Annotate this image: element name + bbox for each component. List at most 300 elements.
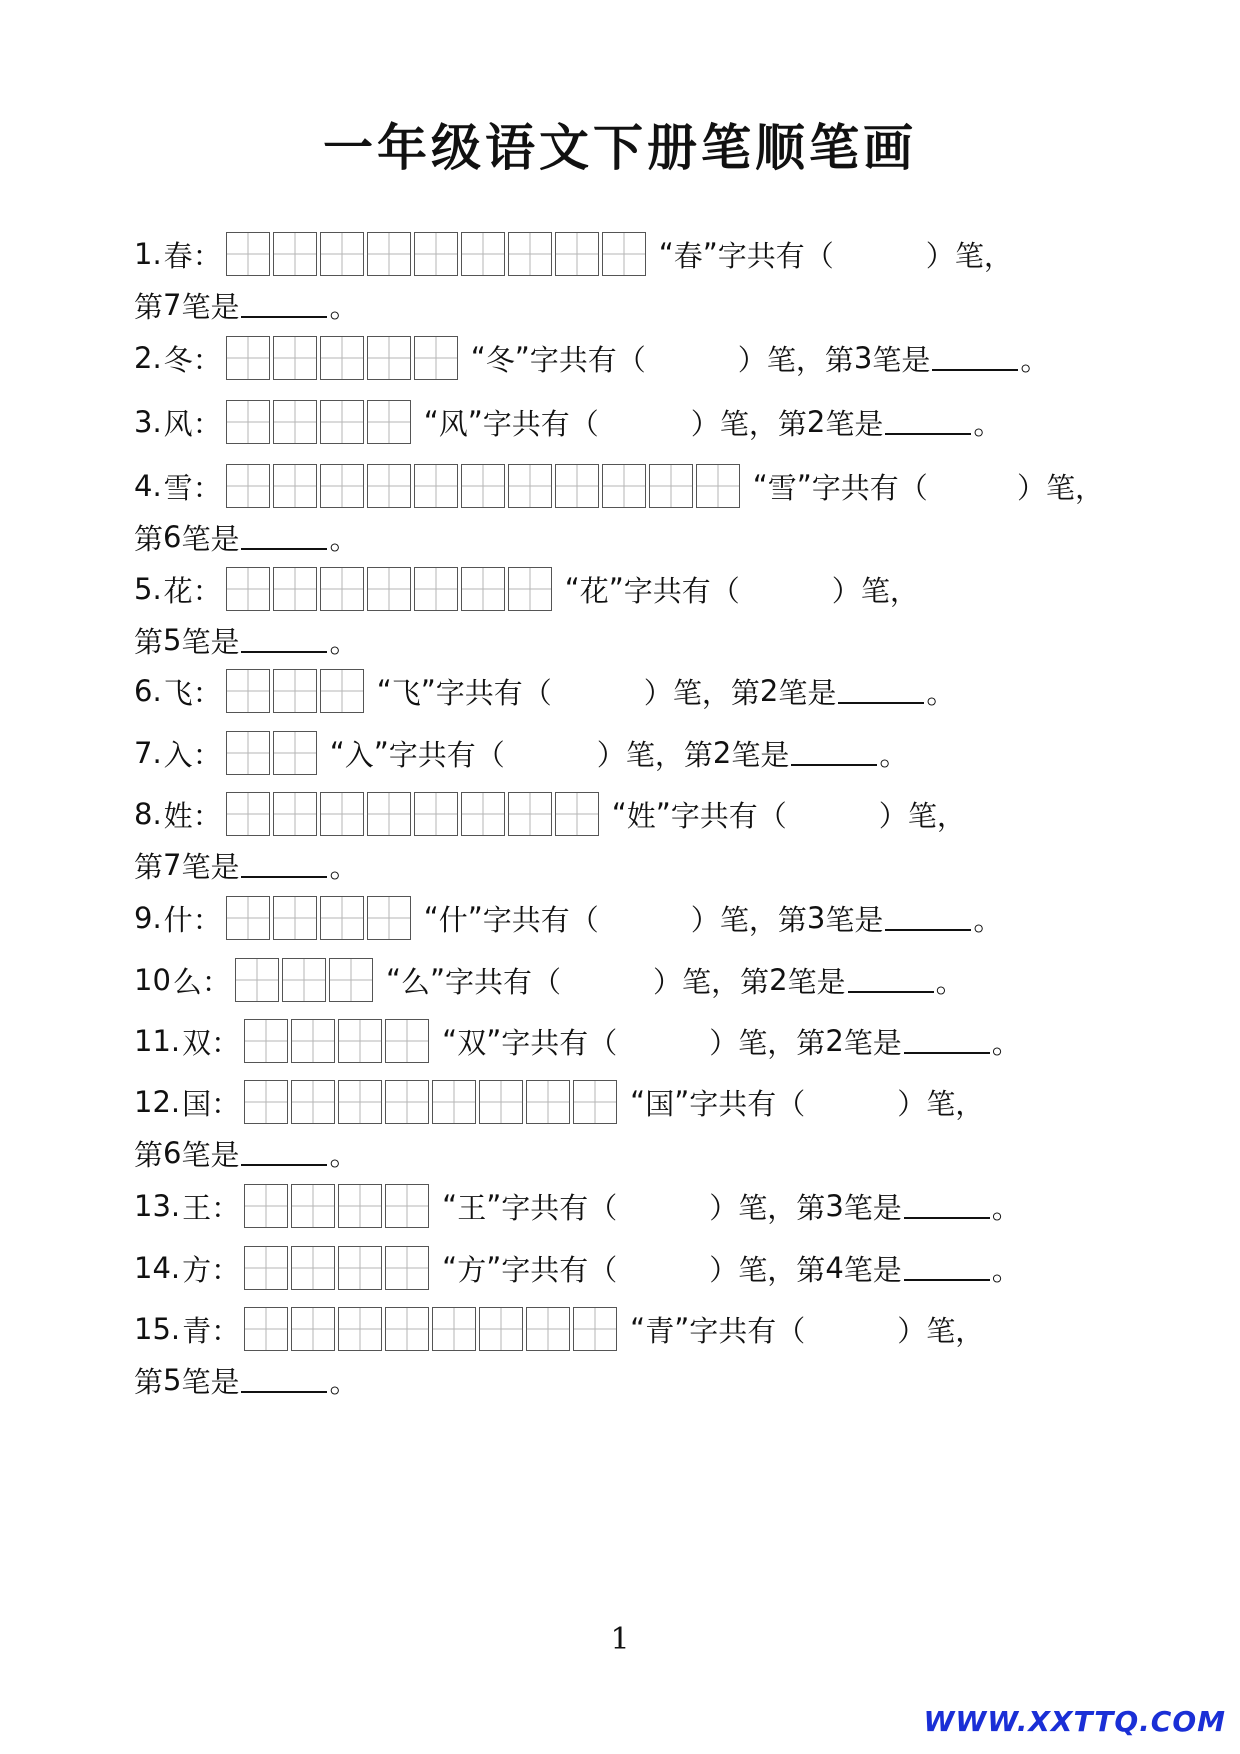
stroke-number: 2 (806, 405, 826, 439)
target-character: 国 (182, 1086, 212, 1121)
ordinal-prefix: 第 (683, 737, 713, 772)
stroke-count-prompt: 字共有（ (623, 573, 740, 608)
quoted-character: 王 (457, 1190, 487, 1225)
writing-cell[interactable] (226, 896, 270, 940)
ordinal-prefix: 第 (134, 289, 164, 324)
stroke-number: 6 (163, 1136, 182, 1170)
writing-cell[interactable] (555, 464, 599, 508)
writing-cell[interactable] (273, 232, 317, 276)
writing-cell[interactable] (226, 567, 270, 611)
stroke-name-blank[interactable] (904, 1255, 990, 1281)
question-item (134, 396, 1104, 448)
writing-cell[interactable] (555, 792, 599, 836)
comma: ， (748, 406, 778, 441)
period: 。 (329, 521, 359, 556)
comma: ， (936, 798, 966, 833)
writing-cell[interactable] (273, 896, 317, 940)
paren-close: ） (897, 1313, 927, 1348)
quote-open: “ (442, 1024, 458, 1058)
comma: ， (767, 1190, 797, 1225)
paren-close: ） (690, 406, 720, 441)
quoted-character: 雪 (767, 470, 797, 505)
stroke-name-blank[interactable] (241, 524, 327, 550)
stroke-number: 3 (825, 1189, 844, 1223)
period: 。 (1020, 342, 1050, 377)
stroke-number: 3 (853, 341, 873, 375)
question-line (134, 1180, 1104, 1232)
writing-cell[interactable] (244, 1246, 288, 1290)
paren-close: ） (709, 1252, 739, 1287)
quote-open: “ (752, 469, 768, 503)
writing-cell[interactable] (367, 464, 411, 508)
question-item (134, 788, 1104, 890)
writing-cell[interactable] (338, 1184, 382, 1228)
stroke-unit: 笔 (926, 1086, 956, 1121)
quote-close: ” (796, 469, 812, 503)
stroke-name-blank[interactable] (241, 1140, 327, 1166)
writing-cell[interactable] (226, 792, 270, 836)
question-line (134, 727, 1104, 779)
stroke-number: 2 (712, 736, 732, 770)
question-line-continued (134, 1128, 1104, 1178)
writing-cell[interactable] (273, 731, 317, 775)
writing-cell[interactable] (244, 1080, 288, 1124)
writing-cell[interactable] (291, 1246, 335, 1290)
stroke-name-blank[interactable] (241, 292, 327, 318)
colon: ： (192, 238, 222, 273)
writing-cell[interactable] (696, 464, 740, 508)
writing-cell[interactable] (291, 1019, 335, 1063)
quote-open: “ (470, 341, 486, 375)
question-number: 12. (134, 1085, 181, 1119)
stroke-count-prompt: 字共有（ (501, 1025, 618, 1060)
question-number: 5. (134, 572, 162, 606)
quoted-character: 什 (438, 902, 468, 937)
writing-cell[interactable] (291, 1307, 335, 1351)
writing-cell[interactable] (367, 896, 411, 940)
question-line (134, 460, 1104, 512)
colon: ： (211, 1086, 241, 1121)
target-character: 春 (163, 238, 193, 273)
stroke-name-blank[interactable] (848, 967, 934, 993)
question-item (134, 954, 1104, 1006)
writing-cell[interactable] (479, 1080, 523, 1124)
stroke-is-label: 笔是 (825, 406, 884, 441)
question-number: 11. (134, 1024, 181, 1058)
stroke-name-blank[interactable] (791, 740, 877, 766)
writing-cell[interactable] (273, 567, 317, 611)
ordinal-prefix: 第 (730, 675, 760, 710)
question-line (134, 1303, 1104, 1355)
target-character: 么 (172, 964, 202, 999)
stroke-name-blank[interactable] (885, 409, 971, 435)
stroke-number: 5 (163, 623, 182, 657)
writing-cell[interactable] (329, 958, 373, 1002)
writing-cell[interactable] (479, 1307, 523, 1351)
stroke-is-label: 笔是 (787, 964, 846, 999)
writing-cell[interactable] (432, 1080, 476, 1124)
paren-close: ） (1016, 470, 1046, 505)
colon: ： (192, 902, 222, 937)
colon: ： (192, 798, 222, 833)
question-item (134, 1303, 1104, 1405)
writing-cell[interactable] (573, 1080, 617, 1124)
stroke-count-prompt: 字共有（ (482, 406, 599, 441)
quote-open: “ (385, 963, 401, 997)
writing-cell[interactable] (235, 958, 279, 1002)
quoted-character: 方 (457, 1252, 487, 1287)
period: 。 (973, 902, 1003, 937)
period: 。 (329, 1137, 359, 1172)
stroke-count-prompt: 字共有（ (501, 1252, 618, 1287)
colon: ： (211, 1025, 241, 1060)
question-number: 4. (134, 469, 162, 503)
quote-open: “ (658, 237, 674, 271)
stroke-name-blank[interactable] (904, 1028, 990, 1054)
paren-close: ） (831, 573, 861, 608)
question-item (134, 460, 1104, 562)
stroke-is-label: 笔是 (825, 902, 884, 937)
paren-close: ） (925, 238, 955, 273)
ordinal-prefix: 第 (796, 1252, 826, 1287)
writing-cell[interactable] (508, 464, 552, 508)
question-number: 7. (134, 736, 162, 770)
writing-cell[interactable] (338, 1246, 382, 1290)
question-line (134, 228, 1104, 280)
stroke-name-blank[interactable] (838, 678, 924, 704)
tianzige-grid (226, 567, 555, 611)
period: 。 (935, 964, 965, 999)
stroke-unit: 笔 (926, 1313, 956, 1348)
ordinal-prefix: 第 (796, 1190, 826, 1225)
stroke-name-blank[interactable] (241, 627, 327, 653)
page-title: 一年级语文下册笔顺笔画 (323, 118, 917, 177)
colon: ： (211, 1313, 241, 1348)
writing-cell[interactable] (320, 792, 364, 836)
paren-close: ） (897, 1086, 927, 1121)
question-line (134, 788, 1104, 840)
writing-cell[interactable] (508, 567, 552, 611)
question-line-continued (134, 1355, 1104, 1405)
quote-open: “ (423, 405, 439, 439)
comma: ， (654, 737, 684, 772)
stroke-number: 4 (825, 1251, 844, 1285)
stroke-is-label: 笔是 (181, 521, 240, 556)
question-item (134, 1015, 1104, 1067)
writing-cell[interactable] (385, 1246, 429, 1290)
quote-open: “ (611, 797, 627, 831)
writing-cell[interactable] (282, 958, 326, 1002)
quoted-character: 双 (457, 1025, 487, 1060)
target-character: 青 (182, 1313, 212, 1348)
stroke-is-label: 笔是 (181, 849, 240, 884)
paren-close: ） (878, 798, 908, 833)
quote-open: “ (564, 572, 580, 606)
target-character: 姓 (163, 798, 193, 833)
writing-cell[interactable] (320, 896, 364, 940)
stroke-number: 6 (163, 520, 182, 554)
writing-cell[interactable] (244, 1184, 288, 1228)
site-watermark: WWW.XXTTQ.COM (923, 1705, 1226, 1738)
writing-cell[interactable] (320, 464, 364, 508)
writing-cell[interactable] (244, 1307, 288, 1351)
writing-cell[interactable] (385, 1080, 429, 1124)
stroke-number: 2 (825, 1024, 844, 1058)
question-item (134, 727, 1104, 779)
ordinal-prefix: 第 (134, 849, 164, 884)
writing-cell[interactable] (414, 336, 458, 380)
writing-cell[interactable] (508, 792, 552, 836)
comma: ， (767, 1252, 797, 1287)
writing-cell[interactable] (602, 464, 646, 508)
quote-close: ” (674, 1085, 690, 1119)
writing-cell[interactable] (461, 567, 505, 611)
quote-close: ” (467, 901, 483, 935)
page-number: 1 (610, 1622, 630, 1657)
stroke-count-prompt: 字共有（ (501, 1190, 618, 1225)
stroke-name-blank[interactable] (241, 1367, 327, 1393)
comma: ， (1074, 470, 1104, 505)
stroke-count-prompt: 字共有（ (435, 675, 552, 710)
writing-cell[interactable] (226, 464, 270, 508)
writing-cell[interactable] (226, 336, 270, 380)
quoted-character: 风 (438, 406, 468, 441)
writing-cell[interactable] (461, 232, 505, 276)
comma: ， (795, 342, 825, 377)
quote-close: ” (655, 797, 671, 831)
writing-cell[interactable] (338, 1080, 382, 1124)
writing-cell[interactable] (649, 464, 693, 508)
quote-close: ” (486, 1251, 502, 1285)
ordinal-prefix: 第 (824, 342, 854, 377)
quoted-character: 花 (579, 573, 609, 608)
question-number: 1. (134, 237, 162, 271)
stroke-is-label: 笔是 (843, 1252, 902, 1287)
question-line (134, 892, 1104, 944)
question-line (134, 563, 1104, 615)
comma: ， (701, 675, 731, 710)
quote-open: “ (630, 1312, 646, 1346)
colon: ： (192, 675, 222, 710)
question-item (134, 563, 1104, 665)
writing-cell[interactable] (320, 232, 364, 276)
writing-cell[interactable] (273, 464, 317, 508)
stroke-unit: 笔 (738, 1252, 768, 1287)
quoted-character: 姓 (626, 798, 656, 833)
comma: ， (889, 573, 919, 608)
writing-cell[interactable] (273, 336, 317, 380)
stroke-name-blank[interactable] (932, 345, 1018, 371)
question-number: 9. (134, 901, 162, 935)
stroke-unit: 笔 (719, 902, 749, 937)
period: 。 (329, 849, 359, 884)
question-item (134, 1076, 1104, 1178)
stroke-count-prompt: 字共有（ (445, 964, 562, 999)
writing-cell[interactable] (226, 669, 270, 713)
period: 。 (926, 675, 956, 710)
question-line (134, 954, 1104, 1006)
writing-cell[interactable] (291, 1184, 335, 1228)
writing-cell[interactable] (526, 1080, 570, 1124)
ordinal-prefix: 第 (777, 902, 807, 937)
quote-close: ” (486, 1189, 502, 1223)
writing-cell[interactable] (244, 1019, 288, 1063)
quoted-character: 春 (673, 238, 703, 273)
writing-cell[interactable] (273, 669, 317, 713)
stroke-is-label: 笔是 (778, 675, 837, 710)
stroke-unit: 笔 (738, 1190, 768, 1225)
writing-cell[interactable] (367, 567, 411, 611)
stroke-count-prompt: 字共有（ (529, 342, 646, 377)
stroke-number: 2 (769, 963, 788, 997)
writing-cell[interactable] (573, 1307, 617, 1351)
tianzige-grid (226, 400, 414, 444)
tianzige-grid (226, 731, 320, 775)
stroke-name-blank[interactable] (885, 905, 971, 931)
tianzige-grid (235, 958, 376, 1002)
comma: ， (983, 238, 1013, 273)
writing-cell[interactable] (226, 400, 270, 444)
question-number: 10 (134, 963, 171, 997)
question-item (134, 665, 1104, 717)
target-character: 双 (182, 1025, 212, 1060)
writing-cell[interactable] (555, 232, 599, 276)
colon: ： (192, 737, 222, 772)
question-number: 6. (134, 674, 162, 708)
target-character: 什 (163, 902, 193, 937)
comma: ， (955, 1313, 985, 1348)
colon: ： (192, 342, 222, 377)
ordinal-prefix: 第 (134, 624, 164, 659)
tianzige-grid (226, 336, 461, 380)
writing-cell[interactable] (414, 567, 458, 611)
writing-cell[interactable] (367, 232, 411, 276)
writing-cell[interactable] (367, 400, 411, 444)
ordinal-prefix: 第 (740, 964, 770, 999)
stroke-name-blank[interactable] (241, 852, 327, 878)
writing-cell[interactable] (320, 567, 364, 611)
question-line (134, 332, 1104, 384)
writing-cell[interactable] (414, 232, 458, 276)
quote-open: “ (442, 1189, 458, 1223)
stroke-count-prompt: 字共有（ (689, 1313, 806, 1348)
question-line-continued (134, 280, 1104, 330)
target-character: 王 (182, 1190, 212, 1225)
target-character: 冬 (163, 342, 193, 377)
writing-cell[interactable] (291, 1080, 335, 1124)
colon: ： (192, 573, 222, 608)
question-line-continued (134, 840, 1104, 890)
question-line (134, 665, 1104, 717)
writing-cell[interactable] (508, 232, 552, 276)
question-item (134, 892, 1104, 944)
question-line-continued (134, 615, 1104, 665)
target-character: 雪 (163, 470, 193, 505)
quoted-character: 飞 (391, 675, 421, 710)
paren-close: ） (709, 1190, 739, 1225)
writing-cell[interactable] (273, 792, 317, 836)
comma: ， (748, 902, 778, 937)
period: 。 (991, 1252, 1021, 1287)
writing-cell[interactable] (432, 1307, 476, 1351)
question-number: 15. (134, 1312, 181, 1346)
stroke-is-label: 笔是 (843, 1190, 902, 1225)
tianzige-grid (244, 1019, 432, 1063)
paren-close: ） (653, 964, 683, 999)
stroke-count-prompt: 字共有（ (670, 798, 787, 833)
stroke-is-label: 笔是 (872, 342, 931, 377)
question-item (134, 1242, 1104, 1294)
writing-cell[interactable] (226, 731, 270, 775)
writing-cell[interactable] (461, 792, 505, 836)
ordinal-prefix: 第 (134, 1364, 164, 1399)
colon: ： (211, 1190, 241, 1225)
writing-cell[interactable] (338, 1019, 382, 1063)
quote-close: ” (373, 736, 389, 770)
question-number: 13. (134, 1189, 181, 1223)
period: 。 (991, 1190, 1021, 1225)
tianzige-grid (244, 1184, 432, 1228)
question-line (134, 1015, 1104, 1067)
tianzige-grid (226, 896, 414, 940)
writing-cell[interactable] (367, 336, 411, 380)
writing-cell[interactable] (320, 400, 364, 444)
writing-cell[interactable] (414, 464, 458, 508)
paren-close: ） (709, 1025, 739, 1060)
writing-cell[interactable] (461, 464, 505, 508)
ordinal-prefix: 第 (134, 1137, 164, 1172)
writing-cell[interactable] (320, 336, 364, 380)
writing-cell[interactable] (320, 669, 364, 713)
paren-close: ） (690, 902, 720, 937)
tianzige-grid (226, 669, 367, 713)
stroke-is-label: 笔是 (181, 1364, 240, 1399)
question-line (134, 1076, 1104, 1128)
question-line (134, 1242, 1104, 1294)
period: 。 (329, 1364, 359, 1399)
stroke-unit: 笔 (860, 573, 890, 608)
writing-cell[interactable] (414, 792, 458, 836)
period: 。 (973, 406, 1003, 441)
stroke-is-label: 笔是 (181, 624, 240, 659)
ordinal-prefix: 第 (777, 406, 807, 441)
question-number: 8. (134, 797, 162, 831)
stroke-unit: 笔 (719, 406, 749, 441)
tianzige-grid (244, 1246, 432, 1290)
quote-close: ” (429, 963, 446, 997)
colon: ： (192, 406, 222, 441)
target-character: 花 (163, 573, 193, 608)
writing-cell[interactable] (602, 232, 646, 276)
target-character: 飞 (163, 675, 193, 710)
writing-cell[interactable] (385, 1307, 429, 1351)
writing-cell[interactable] (526, 1307, 570, 1351)
writing-cell[interactable] (385, 1019, 429, 1063)
writing-cell[interactable] (367, 792, 411, 836)
question-item (134, 228, 1104, 330)
quoted-character: 冬 (485, 342, 515, 377)
quote-close: ” (486, 1024, 502, 1058)
tianzige-grid (226, 464, 743, 508)
writing-cell[interactable] (385, 1184, 429, 1228)
writing-cell[interactable] (226, 232, 270, 276)
colon: ： (211, 1252, 241, 1287)
quote-close: ” (514, 341, 530, 375)
writing-cell[interactable] (273, 400, 317, 444)
quoted-character: 入 (344, 737, 374, 772)
stroke-name-blank[interactable] (904, 1193, 990, 1219)
writing-cell[interactable] (338, 1307, 382, 1351)
